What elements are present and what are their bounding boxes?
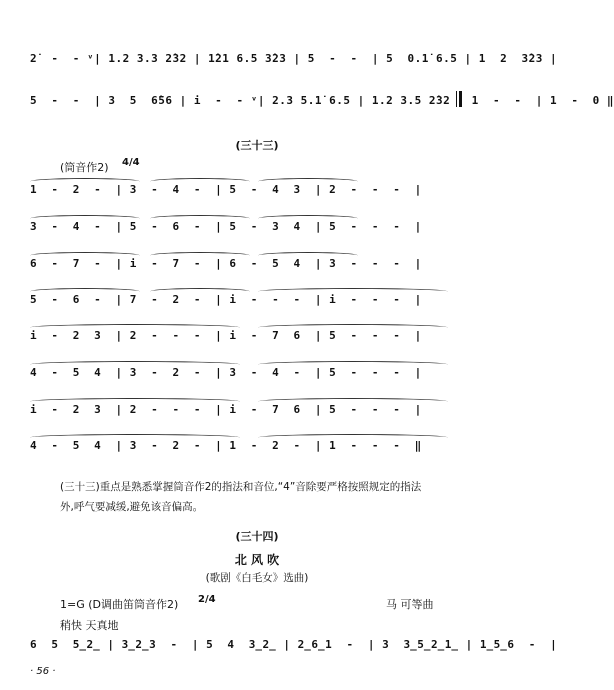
slur-mark <box>150 215 250 222</box>
slur-mark <box>258 361 448 368</box>
final-barline <box>456 91 462 107</box>
page-number: · 56 · <box>30 666 56 677</box>
section-33-key: (筒音作2) <box>60 161 109 174</box>
section-34-key: 1=G (D调曲笛筒音作2) <box>60 598 179 611</box>
slur-mark <box>30 178 140 185</box>
slur-mark <box>258 252 358 259</box>
section-33-note-line-1: (三十三)重点是熟悉掌握筒音作2的指法和音位,“4”音除要严格按照规定的指法 <box>60 481 422 493</box>
section-33-row-2: 3 - 4 - | 5 - 6 - | 5 - 3 4 | 5 - - - | <box>30 220 422 233</box>
slur-mark <box>30 324 240 331</box>
slur-mark <box>258 215 358 222</box>
slur-mark <box>30 252 140 259</box>
slur-mark <box>30 215 140 222</box>
composer-credit: 马 可等曲 <box>386 598 434 611</box>
section-33-note-line-2: 外,呼气要减缓,避免该音偏高。 <box>60 501 204 513</box>
section-34-row-1: 6 5 5̲2̲ | 3̲2̲3 - | 5 4 3̲2̲ | 2̲6̲1 - | 3 3̲5̲2̲1̲ | 1̲5̲6 - | <box>30 638 558 651</box>
slur-mark <box>30 361 240 368</box>
slur-mark <box>150 178 250 185</box>
section-33-heading: (三十三) <box>235 139 279 152</box>
slur-mark <box>258 288 448 295</box>
tempo-marking: 稍快 天真地 <box>60 619 119 632</box>
song-title: 北 风 吹 <box>234 553 280 567</box>
slur-mark <box>30 434 240 441</box>
section-33-row-7: i - 2 3 | 2 - - - | i - 7 6 | 5 - - - | <box>30 403 422 416</box>
section-33-row-6: 4 - 5 4 | 3 - 2 - | 3 - 4 - | 5 - - - | <box>30 366 422 379</box>
slur-mark <box>258 398 448 405</box>
song-subtitle: (歌剧《白毛女》选曲) <box>205 572 309 584</box>
slur-mark <box>150 252 250 259</box>
section-33-row-3: 6 - 7 - | i - 7 - | 6 - 5 4 | 3 - - - | <box>30 257 422 270</box>
slur-mark <box>258 434 448 441</box>
section-33-time-signature: 4/4 <box>122 157 140 168</box>
section-33-row-1: 1 - 2 - | 3 - 4 - | 5 - 4 3 | 2 - - - | <box>30 183 422 196</box>
slur-mark <box>30 288 140 295</box>
slur-mark <box>30 398 240 405</box>
slur-mark <box>150 288 250 295</box>
score-line-1: 2̇ - - ᵛ| 1.2 3.3 2̂32 | 1̂21 6.5 3̂23 | 5 - - | 5 0.1̇ 6.5 | 1 2 3̂23 | <box>30 52 558 65</box>
section-33-row-4: 5 - 6 - | 7 - 2 - | i - - - | i - - - | <box>30 293 422 306</box>
section-34-time-signature: 2/4 <box>198 594 216 605</box>
score-line-2: 5 - - | 3 5 6̂56 | i - - ᵛ| 2.3 5.1̇ 6.5 | 1.2 3.5 2̂32 | 1 - - | 1 - 0 ‖ <box>30 94 614 107</box>
section-33-row-5: i - 2 3 | 2 - - - | i - 7 6 | 5 - - - | <box>30 329 422 342</box>
section-34-heading: (三十四) <box>235 530 279 543</box>
slur-mark <box>258 324 448 331</box>
slur-mark <box>258 178 358 185</box>
section-33-row-8: 4 - 5 4 | 3 - 2 - | 1 - 2 - | 1 - - - ‖ <box>30 439 422 452</box>
